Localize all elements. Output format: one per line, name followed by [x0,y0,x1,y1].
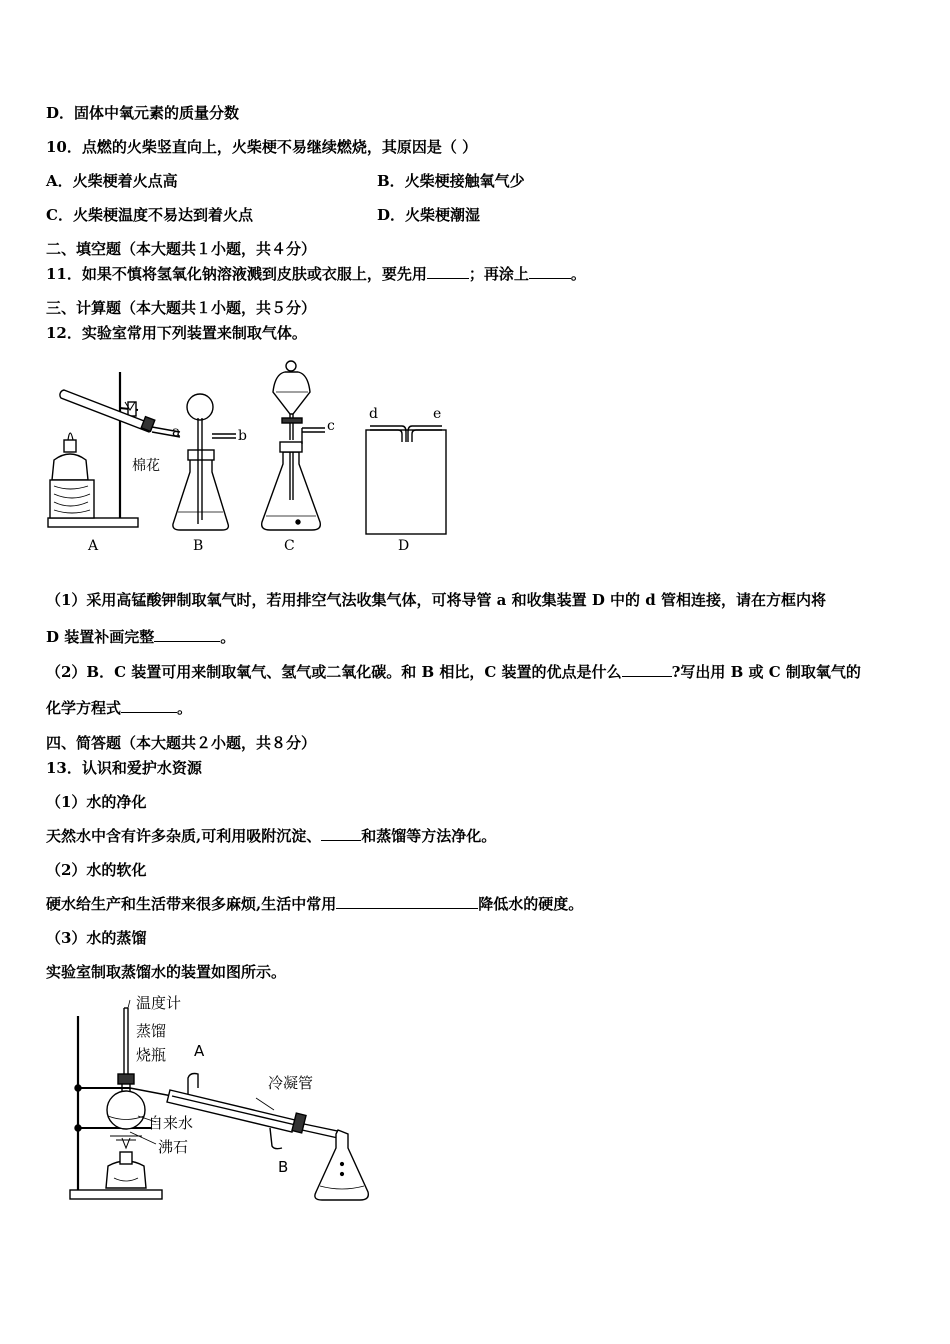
q13-p2-title: （2）水的软化 [46,861,147,879]
q10-option-b: B．火柴梗接触氧气少 [377,172,525,190]
q12-sub1-text: D 装置补画完整 [46,628,155,646]
q13-p2-blank[interactable] [336,894,478,909]
q9-option-d: D．固体中氧元素的质量分数 [46,104,240,122]
label-boiling-chips: 沸石 [158,1138,189,1156]
q13-p1-text-a: 天然水中含有许多杂质,可利用吸附沉淀、 [46,827,322,845]
q12-sub2-line1 [46,662,861,682]
sep-funnel-c [273,372,310,414]
label-c-tube: c [327,418,335,434]
q11 [46,264,586,284]
q12-sub1-blank[interactable] [154,627,220,642]
q10-stem [46,137,477,157]
label-apparatus-b: B [193,538,204,554]
q12-apparatus-figure [40,352,470,562]
label-b-tube: b [238,428,247,444]
q12-sub2-blank-2[interactable] [121,698,177,713]
q10-option-a: A．火柴梗着火点高 [46,172,178,190]
q12-sub1-line2 [46,627,235,647]
label-a-tube: a [172,424,181,440]
q11-blank-2[interactable] [529,264,571,279]
q12-sub2-text-b: ?写出用 B 或 C 制取氧气的 [671,663,861,681]
section-4-title: 四、简答题（本大题共２小题，共８分） [46,734,317,752]
q12-sub2-text-c: 化学方程式 [46,699,122,717]
test-tube-a [60,390,152,432]
label-apparatus-c: C [284,538,295,554]
q13-p2-text-a: 硬水给生产和生活带来很多麻烦,生活中常用 [46,895,337,913]
flask-b [173,457,229,530]
q13-p2-text-b: 降低水的硬度。 [478,895,584,913]
q13-p1-title: （1）水的净化 [46,793,147,811]
distillation-figure [60,988,400,1213]
q13-p1-blank[interactable] [321,826,361,841]
flask-c [262,452,321,530]
q13-stem: 13．认识和爱护水资源 [46,759,202,777]
label-outlet-b: B [278,1158,289,1176]
section-3-title: 三、计算题（本大题共１小题，共５分） [46,299,317,317]
label-thermometer: 温度计 [136,994,182,1012]
label-inlet-a: A [194,1042,205,1060]
section-2-title: 二、填空题（本大题共１小题，共４分） [46,240,317,258]
q11-part2: ；再涂上 [468,265,529,283]
distilling-flask [107,1091,145,1129]
alcohol-lamp-a [52,454,88,480]
q11-part1: 11．如果不慎将氢氧化钠溶液溅到皮肤或衣服上，要先用 [46,265,427,283]
q13-p3-text: 实验室制取蒸馏水的装置如图所示。 [46,963,287,981]
q13-p1-text-b: 和蒸馏等方法净化。 [361,827,497,845]
q11-part3: 。 [570,265,586,283]
q12-stem: 12．实验室常用下列装置来制取气体。 [46,324,307,342]
label-cotton: 棉花 [132,458,160,474]
q12-sub2-blank-1[interactable] [622,662,672,677]
q13-p3-title: （3）水的蒸馏 [46,929,147,947]
q12-sub2-line2 [46,698,192,718]
q12-sub2-text-a: （2）B．C 装置可用来制取氧气、氢气或二氧化碳。和 B 相比，C 装置的优点是什么 [46,663,622,681]
q12-sub1-line1: （1）采用高锰酸钾制取氧气时，若用排空气法收集气体，可将导管 a 和收集装置 D 中的 d 管相连接，请在方框内将 [46,591,826,609]
collection-box-d [366,430,446,534]
q12-sub1-end: 。 [220,628,236,646]
label-condenser: 冷凝管 [268,1074,314,1092]
q10-option-d: D．火柴梗潮湿 [377,206,481,224]
stand-a-base [48,518,138,527]
label-e-tube: e [433,406,442,422]
stand-base [70,1190,162,1199]
q11-blank-1[interactable] [427,264,469,279]
q13-p1-text [46,826,496,846]
label-apparatus-a: A [88,538,99,554]
label-d-tube: d [369,406,378,422]
q13-p2-text [46,894,583,914]
label-flask-line1: 蒸馏 [136,1022,167,1040]
label-flask-line2: 烧瓶 [136,1046,167,1064]
alcohol-lamp [106,1161,146,1188]
label-apparatus-d: D [398,538,410,554]
q10-option-c: C．火柴梗温度不易达到着火点 [46,206,253,224]
q12-sub2-end: 。 [177,699,193,717]
q10-answer-paren: （ ） [441,138,478,156]
label-tap-water: 自来水 [148,1114,194,1132]
funnel-bulb-b [187,394,213,420]
wooden-block-a [50,480,94,518]
q10-stem-text: 10．点燃的火柴竖直向上，火柴梗不易继续燃烧，其原因是 [46,138,442,156]
